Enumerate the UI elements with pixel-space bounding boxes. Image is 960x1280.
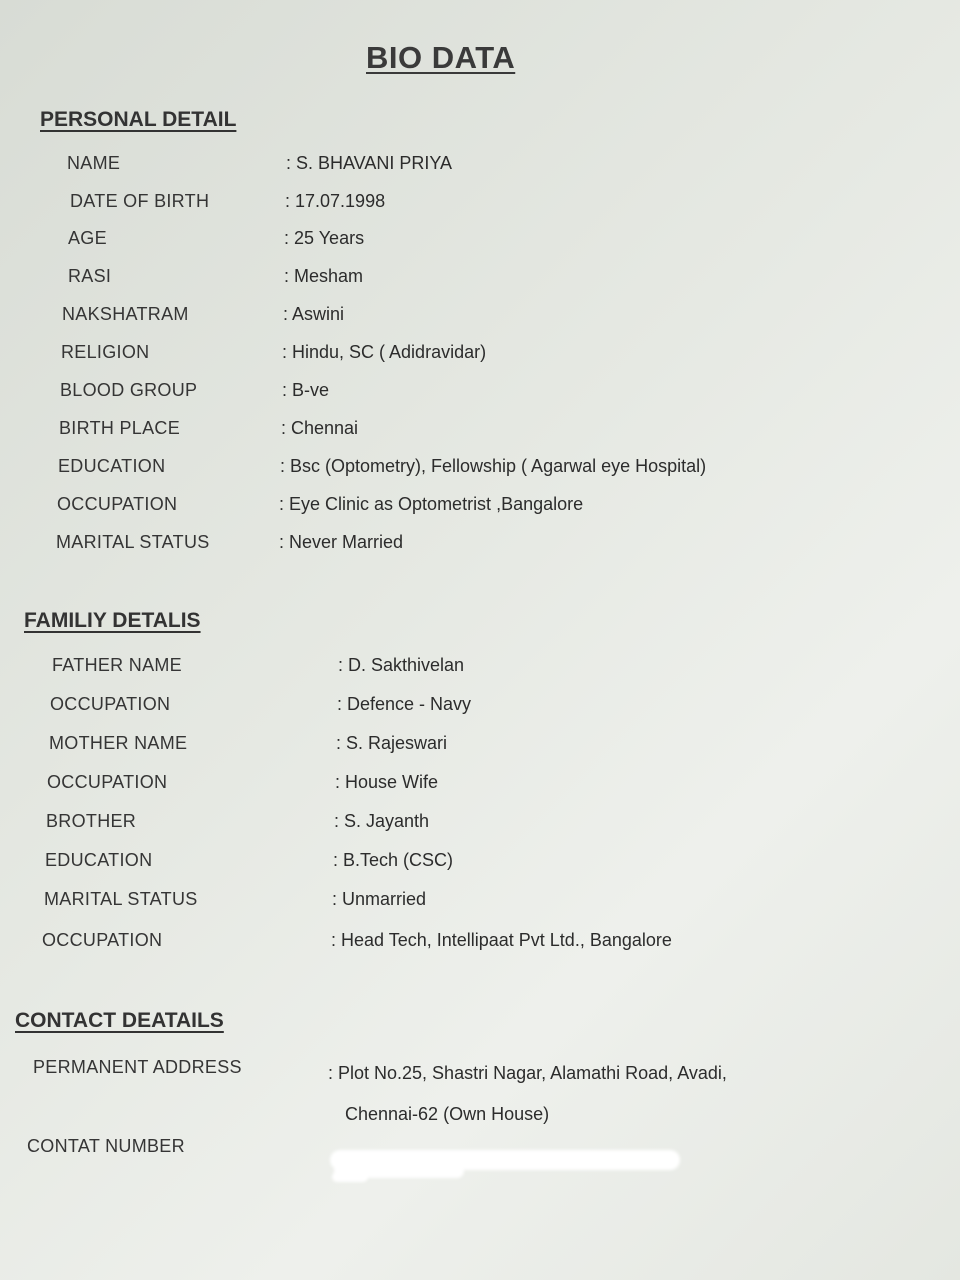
field-label: EDUCATION: [45, 850, 153, 870]
field-label: PERMANENT ADDRESS: [33, 1057, 242, 1077]
field-label: BROTHER: [46, 811, 137, 831]
field-value: : 17.07.1998: [285, 191, 386, 211]
field-value: : Plot No.25, Shastri Nagar, Alamathi Road, Avadi,: [328, 1063, 727, 1083]
field-label: OCCUPATION: [50, 694, 171, 714]
field-value: : Unmarried: [332, 889, 427, 909]
field-label: RASI: [68, 266, 112, 286]
field-label: AGE: [68, 228, 107, 248]
field-label: RELIGION: [61, 342, 150, 362]
field-label: MARITAL STATUS: [56, 532, 210, 552]
field-value: : Head Tech, Intellipaat Pvt Ltd., Bangalore: [331, 930, 672, 950]
field-value: Chennai-62 (Own House): [345, 1104, 550, 1124]
field-value: : S. BHAVANI PRIYA: [286, 153, 453, 173]
field-value: : Aswini: [283, 304, 345, 324]
field-label: OCCUPATION: [47, 772, 168, 792]
field-label: MARITAL STATUS: [44, 889, 198, 909]
family-details-heading: FAMILIY DETALIS: [24, 609, 201, 632]
document-title: BIO DATA: [366, 40, 516, 75]
field-label: CONTAT NUMBER: [27, 1136, 185, 1156]
field-label: EDUCATION: [58, 456, 166, 476]
field-label: DATE OF BIRTH: [70, 191, 210, 211]
personal-detail-heading: PERSONAL DETAIL: [40, 108, 237, 131]
field-label: MOTHER NAME: [49, 733, 188, 753]
field-value: : House Wife: [335, 772, 439, 792]
field-label: FATHER NAME: [52, 655, 182, 675]
field-label: BLOOD GROUP: [60, 380, 198, 400]
field-value: : Hindu, SC ( Adidravidar): [282, 342, 487, 362]
field-value: : 25 Years: [284, 228, 365, 248]
field-value: : B-ve: [282, 380, 330, 400]
field-label: BIRTH PLACE: [59, 418, 181, 438]
field-value: : Chennai: [281, 418, 359, 438]
field-value: : Never Married: [279, 532, 404, 552]
field-value: : S. Rajeswari: [336, 733, 448, 753]
redaction-mark: [330, 1146, 682, 1182]
field-label: OCCUPATION: [42, 930, 163, 950]
field-value: : Bsc (Optometry), Fellowship ( Agarwal eye Hospital): [280, 456, 707, 476]
field-value: : Defence - Navy: [337, 694, 472, 714]
field-value: : Eye Clinic as Optometrist ,Bangalore: [279, 494, 584, 514]
field-value: : Mesham: [284, 266, 364, 286]
field-value: : S. Jayanth: [334, 811, 430, 831]
field-label: OCCUPATION: [57, 494, 178, 514]
field-label: NAME: [67, 153, 121, 173]
contact-details-heading: CONTACT DEATAILS: [15, 1009, 224, 1032]
field-label: NAKSHATRAM: [62, 304, 189, 324]
field-value: : B.Tech (CSC): [333, 850, 454, 870]
field-value: : D. Sakthivelan: [338, 655, 465, 675]
